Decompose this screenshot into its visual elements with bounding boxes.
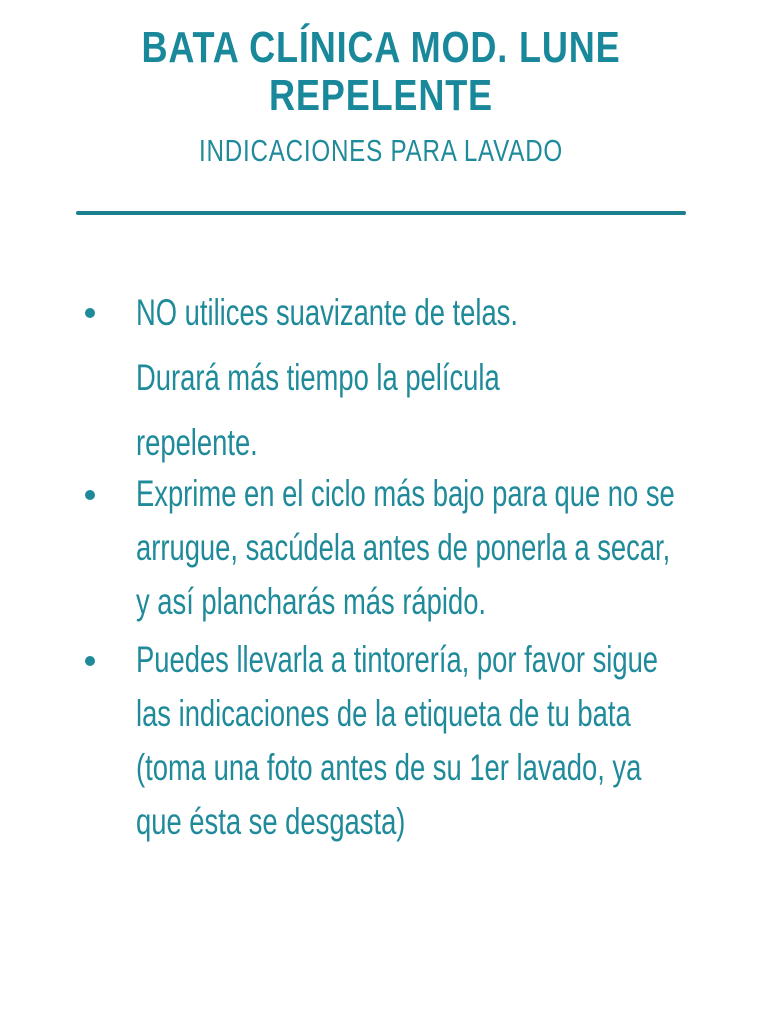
list-item xyxy=(80,280,700,475)
title-line-1: BATA CLÍNICA MOD. LUNE xyxy=(141,23,621,72)
page-title xyxy=(69,24,694,120)
list-item xyxy=(80,633,700,849)
instruction-text: NO utilices suavizante de telas. Durará más tiempo la película repelente. xyxy=(136,292,518,463)
instructions-list xyxy=(80,280,700,849)
instruction-text: Puedes llevarla a tintorería, por favor sigue las indicaciones de la etiqueta de tu bata (toma una foto antes de su 1er lavado, ya que ésta se desgasta) xyxy=(136,639,659,842)
bullet-icon xyxy=(85,656,95,666)
divider xyxy=(76,211,686,215)
instruction-text: Exprime en el ciclo más bajo para que no se arrugue, sacúdela antes de ponerla a secar, y así plancharás más rápido. xyxy=(136,473,675,622)
bullet-icon xyxy=(85,308,95,318)
title-line-2: REPELENTE xyxy=(269,71,493,120)
list-item xyxy=(80,467,700,629)
bullet-icon xyxy=(85,490,95,500)
page-subtitle: INDICACIONES PARA LAVADO xyxy=(198,133,564,168)
